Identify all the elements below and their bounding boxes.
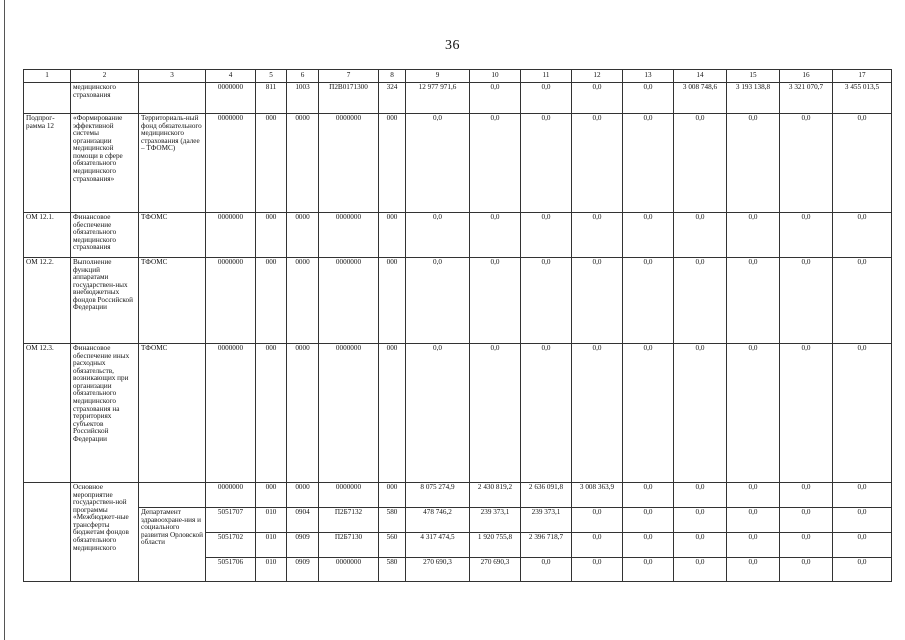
row-value: 0,0 <box>623 213 674 258</box>
row-value: 0,0 <box>572 508 623 533</box>
row-value: 2 430 819,2 <box>470 483 521 508</box>
row-value: 000 <box>256 344 287 483</box>
row-value: 0,0 <box>623 258 674 344</box>
row-value: 0,0 <box>572 558 623 582</box>
header-row <box>24 70 892 83</box>
row-value: 0000000 <box>319 114 379 213</box>
row-code: Подпрог-рамма 12 <box>24 114 71 213</box>
row-value: 0000000 <box>319 344 379 483</box>
row-value: 0,0 <box>780 558 833 582</box>
row-value: 0,0 <box>833 533 892 558</box>
table-row <box>24 344 892 483</box>
row-value: 0,0 <box>470 83 521 114</box>
row-value: 560 <box>379 533 406 558</box>
row-value: 0,0 <box>833 213 892 258</box>
column-header: 17 <box>833 70 892 83</box>
row-value: 0,0 <box>833 558 892 582</box>
row-value: 0,0 <box>727 114 780 213</box>
column-header: 6 <box>287 70 319 83</box>
row-executor: ТФОМС <box>139 213 206 258</box>
page-number: 36 <box>445 38 460 53</box>
budget-table <box>23 69 892 582</box>
row-value: 010 <box>256 508 287 533</box>
column-header: 11 <box>521 70 572 83</box>
table-body <box>24 70 892 582</box>
row-value: П2Б7130 <box>319 533 379 558</box>
row-code <box>24 83 71 114</box>
row-value: 0,0 <box>623 483 674 508</box>
row-value: 0000000 <box>206 258 256 344</box>
row-value: 0909 <box>287 558 319 582</box>
row-value: 270 690,3 <box>470 558 521 582</box>
row-value: 2 396 718,7 <box>521 533 572 558</box>
row-value: 3 008 748,6 <box>674 83 727 114</box>
row-value: 0,0 <box>406 344 470 483</box>
row-value: 0000 <box>287 114 319 213</box>
row-value: 0,0 <box>470 114 521 213</box>
row-value: 3 455 013,5 <box>833 83 892 114</box>
row-value: 0000000 <box>206 483 256 508</box>
row-value: 0,0 <box>780 344 833 483</box>
column-header: 1 <box>24 70 71 83</box>
row-value: 1 920 755,8 <box>470 533 521 558</box>
column-header: 2 <box>71 70 139 83</box>
row-value: 0,0 <box>780 533 833 558</box>
row-value: 0,0 <box>674 258 727 344</box>
row-value: 324 <box>379 83 406 114</box>
column-header: 5 <box>256 70 287 83</box>
row-value: 0,0 <box>674 483 727 508</box>
row-value: 3 321 070,7 <box>780 83 833 114</box>
row-executor: Департамент здравоохране-ния и социального развития Орловской области <box>139 508 206 582</box>
row-value: 0000 <box>287 483 319 508</box>
row-value: 0,0 <box>727 213 780 258</box>
page-left-edge <box>4 0 5 640</box>
column-header: 9 <box>406 70 470 83</box>
row-title: Финансовое обеспечение иных расходных обязательств, возникающих при организации обязательного медицинского страхования на территориях субъектов Российской Федерации <box>71 344 139 483</box>
row-title: Выполнение функций аппаратами государствен-ных внебюджетных фондов Российской Федерации <box>71 258 139 344</box>
row-value: 0,0 <box>727 258 780 344</box>
row-value: 0,0 <box>674 114 727 213</box>
row-value: 0,0 <box>623 344 674 483</box>
table-row <box>24 258 892 344</box>
table-row <box>24 483 892 508</box>
row-value: 0,0 <box>521 83 572 114</box>
row-value: 478 746,2 <box>406 508 470 533</box>
row-value: 580 <box>379 508 406 533</box>
row-executor: ТФОМС <box>139 344 206 483</box>
row-value: 0000000 <box>206 344 256 483</box>
column-header: 14 <box>674 70 727 83</box>
row-value: 811 <box>256 83 287 114</box>
row-value: 0,0 <box>572 114 623 213</box>
column-header: 3 <box>139 70 206 83</box>
row-value: 0000 <box>287 213 319 258</box>
table-row <box>24 83 892 114</box>
row-value: 010 <box>256 533 287 558</box>
row-value: 000 <box>379 483 406 508</box>
row-value: 0,0 <box>833 114 892 213</box>
row-value: 4 317 474,5 <box>406 533 470 558</box>
row-value: 0000000 <box>319 258 379 344</box>
row-value: 1003 <box>287 83 319 114</box>
row-value: 000 <box>256 213 287 258</box>
row-value: 000 <box>379 114 406 213</box>
row-value: 0,0 <box>572 213 623 258</box>
row-value: 0,0 <box>521 558 572 582</box>
column-header: 7 <box>319 70 379 83</box>
row-value: 580 <box>379 558 406 582</box>
row-value: 0,0 <box>727 483 780 508</box>
row-value: 3 008 363,9 <box>572 483 623 508</box>
column-header: 12 <box>572 70 623 83</box>
row-value: 0000000 <box>206 114 256 213</box>
row-value: П2Б7132 <box>319 508 379 533</box>
row-value: 0,0 <box>727 558 780 582</box>
row-value: 000 <box>256 114 287 213</box>
row-code: ОМ 12.3. <box>24 344 71 483</box>
row-value: 0,0 <box>572 533 623 558</box>
row-code: ОМ 12.1. <box>24 213 71 258</box>
row-value: 0,0 <box>623 83 674 114</box>
row-value: 12 977 971,6 <box>406 83 470 114</box>
row-value: 8 075 274,9 <box>406 483 470 508</box>
row-value: 0000000 <box>319 213 379 258</box>
row-value: 0,0 <box>521 344 572 483</box>
table-row <box>24 114 892 213</box>
row-value: 0000 <box>287 258 319 344</box>
row-title: медицинского страхования <box>71 83 139 114</box>
row-executor: ТФОМС <box>139 258 206 344</box>
row-value: 0,0 <box>780 508 833 533</box>
row-value: 0904 <box>287 508 319 533</box>
row-value: 000 <box>379 258 406 344</box>
row-executor-empty <box>139 483 206 508</box>
row-value: 0,0 <box>623 558 674 582</box>
row-value: 0000000 <box>319 483 379 508</box>
column-header: 13 <box>623 70 674 83</box>
row-value: 0,0 <box>521 258 572 344</box>
row-value: 0,0 <box>833 508 892 533</box>
row-title: «Формирование эффективной системы организации медицинской помощи в сфере обязательного медицинского страхования» <box>71 114 139 213</box>
table-row <box>24 213 892 258</box>
row-value: 2 636 091,8 <box>521 483 572 508</box>
row-value: 0,0 <box>780 258 833 344</box>
row-value: 000 <box>256 483 287 508</box>
row-value: 0000 <box>287 344 319 483</box>
row-executor <box>139 83 206 114</box>
row-value: 0,0 <box>521 213 572 258</box>
row-value: 0000000 <box>206 213 256 258</box>
row-value: 0,0 <box>674 344 727 483</box>
row-code: ОМ 12.2. <box>24 258 71 344</box>
row-value: 000 <box>256 258 287 344</box>
row-executor: Территориаль-ный фонд обязательного медицинского страхования (далее – ТФОМС) <box>139 114 206 213</box>
row-value: 0,0 <box>780 213 833 258</box>
column-header: 16 <box>780 70 833 83</box>
row-value: 0,0 <box>833 344 892 483</box>
row-value: 0,0 <box>623 508 674 533</box>
row-value: 0,0 <box>727 344 780 483</box>
row-value: 0,0 <box>674 213 727 258</box>
row-value: 0000000 <box>319 558 379 582</box>
row-value: 0,0 <box>780 114 833 213</box>
row-value: 0,0 <box>572 344 623 483</box>
row-value: 000 <box>379 213 406 258</box>
row-value: 0,0 <box>521 114 572 213</box>
row-value: 0,0 <box>727 533 780 558</box>
column-header: 8 <box>379 70 406 83</box>
row-value: П2В0171300 <box>319 83 379 114</box>
row-value: 0,0 <box>623 114 674 213</box>
row-value: 0,0 <box>470 258 521 344</box>
row-value: 0000000 <box>206 83 256 114</box>
row-value: 239 373,1 <box>470 508 521 533</box>
row-value: 0,0 <box>833 258 892 344</box>
row-value: 0,0 <box>406 114 470 213</box>
row-value: 270 690,3 <box>406 558 470 582</box>
row-value: 3 193 138,8 <box>727 83 780 114</box>
row-value: 0,0 <box>727 508 780 533</box>
row-value: 0,0 <box>674 558 727 582</box>
row-value: 0,0 <box>470 344 521 483</box>
row-value: 239 373,1 <box>521 508 572 533</box>
row-value: 0909 <box>287 533 319 558</box>
row-value: 5051702 <box>206 533 256 558</box>
row-title: Основное мероприятие государствен-ной программы «Межбюджет-ные трансферты бюджетам фондов обязательного медицинского <box>71 483 139 582</box>
row-title: Финансовое обеспечение обязательного медицинского страхования <box>71 213 139 258</box>
row-value: 0,0 <box>470 213 521 258</box>
table-row <box>24 508 892 533</box>
row-code <box>24 483 71 582</box>
row-value: 0,0 <box>406 213 470 258</box>
column-header: 10 <box>470 70 521 83</box>
column-header: 4 <box>206 70 256 83</box>
row-value: 5051706 <box>206 558 256 582</box>
column-header: 15 <box>727 70 780 83</box>
row-value: 0,0 <box>780 483 833 508</box>
row-value: 0,0 <box>406 258 470 344</box>
row-value: 0,0 <box>833 483 892 508</box>
row-value: 5051707 <box>206 508 256 533</box>
row-value: 0,0 <box>674 533 727 558</box>
row-value: 010 <box>256 558 287 582</box>
row-value: 0,0 <box>623 533 674 558</box>
row-value: 0,0 <box>674 508 727 533</box>
row-value: 0,0 <box>572 258 623 344</box>
row-value: 0,0 <box>572 83 623 114</box>
row-value: 000 <box>379 344 406 483</box>
